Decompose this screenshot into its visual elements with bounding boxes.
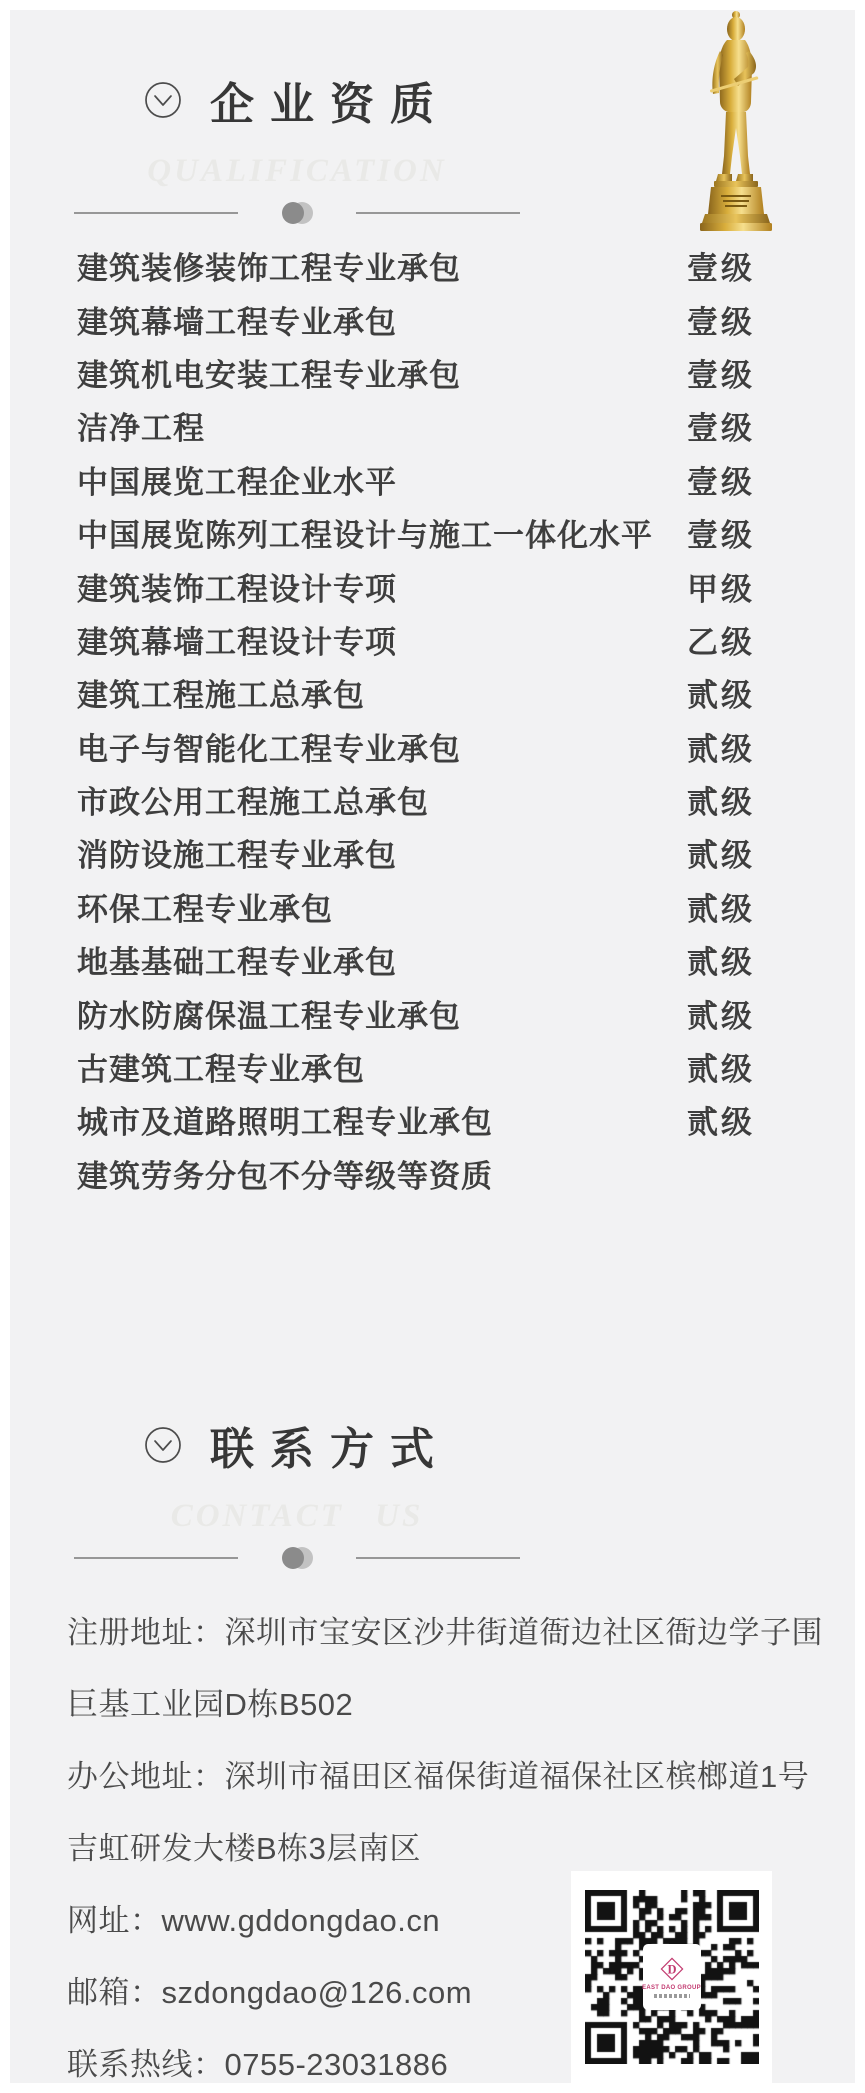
qualification-level: 甲级 xyxy=(687,571,755,607)
section-header-line xyxy=(74,75,520,129)
svg-text:D: D xyxy=(666,1962,677,1977)
qualification-name: 城市及道路照明工程专业承包 xyxy=(77,1105,493,1141)
section-header-line xyxy=(74,1420,520,1474)
qualification-name: 地基基础工程专业承包 xyxy=(77,945,397,981)
qualification-section-header xyxy=(74,75,520,224)
qualification-name: 建筑工程施工总承包 xyxy=(77,678,365,714)
section-subtitle-ghost: QUALIFICATION xyxy=(147,153,447,189)
dongdao-diamond-logo-icon xyxy=(659,1956,685,1982)
section-subtitle-ghost: CONTACT US xyxy=(170,1498,424,1534)
qualification-level: 贰级 xyxy=(687,1105,755,1141)
qualification-row xyxy=(77,346,817,399)
divider-dot-icon xyxy=(282,202,312,224)
qualification-level: 贰级 xyxy=(687,945,755,981)
qualification-row xyxy=(77,1093,817,1146)
section-divider xyxy=(74,1547,520,1569)
qualification-level: 壹级 xyxy=(687,251,755,287)
qualification-name: 建筑装饰工程设计专项 xyxy=(77,571,397,607)
qualification-level: 贰级 xyxy=(687,678,755,714)
qualification-row xyxy=(77,933,817,986)
qualification-name: 建筑机电安装工程专业承包 xyxy=(77,357,461,393)
qualification-row xyxy=(77,773,817,826)
qualification-row xyxy=(77,826,817,879)
qualification-row xyxy=(77,453,817,506)
section-title-qualification: 企业资质 xyxy=(210,80,450,129)
qualification-row xyxy=(77,880,817,933)
qualification-name: 古建筑工程专业承包 xyxy=(77,1052,365,1088)
chevron-down-circle-icon xyxy=(144,81,182,119)
qualification-row xyxy=(77,239,817,292)
contact-line: 注册地址：深圳市宝安区沙井街道衙边社区衙边学子围 xyxy=(67,1615,823,1650)
qualification-level: 壹级 xyxy=(687,304,755,340)
qualification-name: 消防设施工程专业承包 xyxy=(77,838,397,874)
divider-line-right xyxy=(356,1557,520,1559)
contact-line: 网址：www.gddongdao.cn xyxy=(67,1903,441,1938)
qualification-level: 贰级 xyxy=(687,785,755,821)
divider-line-left xyxy=(74,212,238,214)
divider-dot-icon xyxy=(282,1547,312,1569)
divider-line-right xyxy=(356,212,520,214)
qualification-level: 壹级 xyxy=(687,518,755,554)
section-divider xyxy=(74,202,520,224)
qualification-row xyxy=(77,399,817,452)
article-page xyxy=(10,10,855,2083)
qualification-name: 洁净工程 xyxy=(77,411,205,447)
qualification-level: 乙级 xyxy=(687,624,755,660)
qualification-name: 市政公用工程施工总承包 xyxy=(77,785,429,821)
qualification-row xyxy=(77,613,817,666)
contact-line: 办公地址：深圳市福田区福保街道福保社区槟榔道1号 xyxy=(67,1759,810,1794)
qualification-row xyxy=(77,292,817,345)
qualification-name: 中国展览工程企业水平 xyxy=(77,464,397,500)
qualification-level: 壹级 xyxy=(687,464,755,500)
qualification-level: 贰级 xyxy=(687,1052,755,1088)
qualification-name: 中国展览陈列工程设计与施工一体化水平 xyxy=(77,518,653,554)
qualification-name: 建筑幕墙工程专业承包 xyxy=(77,304,397,340)
qualification-level: 壹级 xyxy=(687,357,755,393)
wechat-qr-code xyxy=(571,1871,772,2083)
contact-line: 联系热线：0755-23031886 xyxy=(67,2047,449,2082)
chevron-down-circle-icon xyxy=(144,1426,182,1464)
qualification-level: 贰级 xyxy=(687,891,755,927)
contact-section-header xyxy=(74,1420,520,1569)
qualification-level: 贰级 xyxy=(687,998,755,1034)
qualification-name: 建筑幕墙工程设计专项 xyxy=(77,624,397,660)
gold-trophy-statue-image xyxy=(689,10,783,232)
qr-logo-subtext xyxy=(654,1994,690,1998)
qualification-name: 电子与智能化工程专业承包 xyxy=(77,731,461,767)
qualification-row xyxy=(77,986,817,1039)
qr-center-logo xyxy=(643,1944,701,2010)
qualification-level: 壹级 xyxy=(687,411,755,447)
qualification-name: 建筑劳务分包不分等级等资质 xyxy=(77,1158,493,1194)
contact-line: 巨基工业园D栋B502 xyxy=(67,1687,354,1722)
qualification-row xyxy=(77,559,817,612)
qualification-name: 防水防腐保温工程专业承包 xyxy=(77,998,461,1034)
divider-line-left xyxy=(74,1557,238,1559)
qualification-row xyxy=(77,1147,817,1200)
qualification-level: 贰级 xyxy=(687,838,755,874)
qualification-row xyxy=(77,666,817,719)
qualification-name: 环保工程专业承包 xyxy=(77,891,333,927)
qualification-row xyxy=(77,506,817,559)
qualification-row xyxy=(77,1040,817,1093)
qr-logo-caption: EAST DAO GROUP xyxy=(642,1985,701,1991)
contact-line: 邮箱：szdongdao@126.com xyxy=(67,1975,473,2010)
qualification-level: 贰级 xyxy=(687,731,755,767)
contact-line: 吉虹研发大楼B栋3层南区 xyxy=(67,1831,421,1866)
section-title-contact: 联系方式 xyxy=(210,1425,450,1474)
qualification-name: 建筑装修装饰工程专业承包 xyxy=(77,251,461,287)
qualification-row xyxy=(77,720,817,773)
qualification-list xyxy=(77,239,817,1200)
